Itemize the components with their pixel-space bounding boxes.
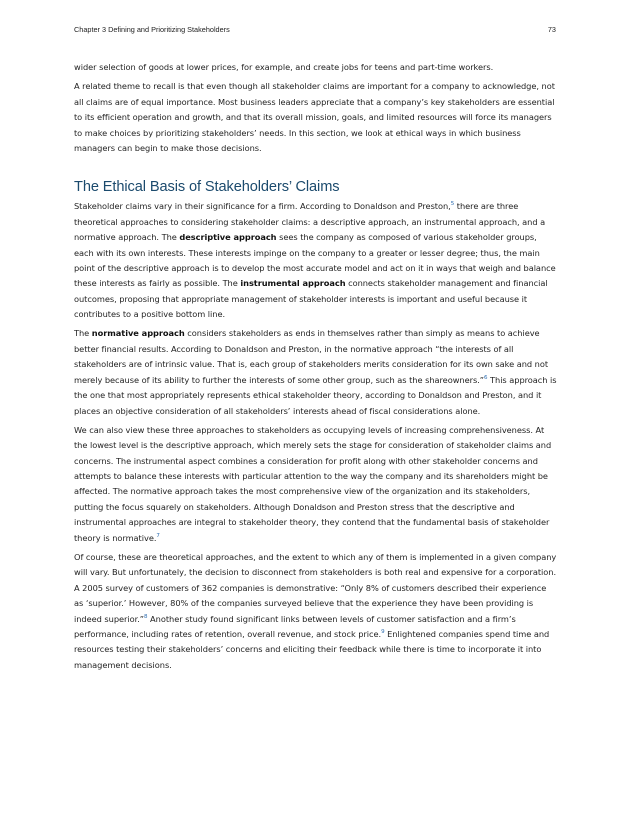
text-run: We can also view these three approaches to stakeholders as occupying levels of increasing comprehensiveness. At the lowest level is the descriptive approach, which merely sets the stage for consideration of stakeholder claims and concerns. The instrumental aspect combines a consideration for profit along with other stakeholder concerns and attempts to balance these interests with particular attention to the way the company and its shareholders might be affected. The normative approach takes the most comprehensive view of the organization and its stakeholders, putting the focus squarely on stakeholders. Although Donaldson and Preston stress that the descriptive and instrumental approaches are integral to stakeholder theory, they contend that the fundamental basis of stakeholder theory is normative.	[74, 424, 552, 543]
paragraph-normative	[74, 326, 558, 418]
footnote-link-8[interactable]: 8	[144, 613, 148, 620]
key-term-descriptive: descriptive approach	[179, 232, 277, 243]
text-run: The	[74, 328, 92, 339]
section-heading: The Ethical Basis of Stakeholders’ Claims	[74, 179, 340, 196]
text-run: Of course, these are theoretical approaches, and the extent to which any of them is implemented in a given company will vary. But unfortunately, the decision to disconnect from stakeholders is both real and expensive for a corporation. A 2005 survey of customers of 362 companies is demonstrative: “Only 8% of customers described their experience as ‘superior.’ However, 80% of the companies surveyed believe that the experience they have been providing is indeed superior.”	[74, 551, 557, 624]
text-run: Another study found significant links between levels of customer satisfaction and a firm’s performance, including rates of retention, overall revenue, and stock price.	[74, 613, 516, 639]
body-text	[74, 60, 558, 677]
text-run: connects stakeholder management and financial outcomes, proposing that appropriate management of stakeholder interests is important and useful because it contributes to a positive bottom line.	[74, 278, 548, 320]
paragraph-continued: wider selection of goods at lower prices, for example, and create jobs for teens and part-time workers.	[74, 62, 494, 72]
paragraph-three-approaches	[74, 199, 558, 322]
key-term-normative: normative approach	[91, 328, 185, 339]
text-run: Enlightened companies spend time and resources testing their stakeholders’ concerns and eliciting their feedback while there is time to incorporate it into management decisions.	[74, 628, 550, 670]
paragraph-comprehensiveness	[74, 423, 558, 546]
footnote-link-5[interactable]: 5	[450, 201, 455, 208]
footnote-link-9[interactable]: 9	[381, 628, 385, 635]
text-run: there are three theoretical approaches to considering stakeholder claims: a descriptive approach, an instrumental approach, and a normative approach. The	[74, 201, 546, 243]
page-number: 73	[547, 25, 556, 34]
footnote-link-6[interactable]: 6	[484, 374, 488, 381]
paragraph-implementation	[74, 550, 558, 673]
chapter-title: Chapter 3 Defining and Prioritizing Stakeholders	[74, 25, 230, 34]
text-run: Stakeholder claims vary in their significance for a firm. According to Donaldson and Preston,	[74, 201, 451, 212]
key-term-instrumental: instrumental approach	[240, 278, 346, 289]
text-run: considers stakeholders as ends in themselves rather than simply as means to achieve better financial results. According to Donaldson and Preston, in the normative approach “the interests of all stakeholders are of intrinsic value. That is, each group of stakeholders merits consideration for its own sake and not merely because of its ability to further the interests of some other group, such as the shareowners.”	[74, 328, 548, 385]
text-run: sees the company as composed of various stakeholder groups, each with its own interests. These interests impinge on the company to a greater or lesser degree; thus, the main point of the descriptive approach is to develop the most accurate model and act on it in ways that weigh and balance these interests as fairly as possible. The	[74, 232, 556, 289]
footnote-link-7[interactable]: 7	[156, 532, 160, 539]
paragraph-claims-importance: A related theme to recall is that even though all stakeholder claims are important for a company to acknowledge, not all claims are of equal importance. Most business leaders appreciate that a company’s key stakeholders are essential to its efficient operation and growth, and that its overall mission, goals, and limited resources will force its managers to make choices by prioritizing stakeholders’ needs. In this section, we look at ethical ways in which business managers can begin to make those decisions.	[74, 81, 555, 153]
text-run: This approach is the one that most appropriately represents ethical stakeholder theory, according to Donaldson and Preston, and it places an objective consideration of all stakeholders’ interests ahead of fiscal considerations alone.	[74, 374, 557, 416]
